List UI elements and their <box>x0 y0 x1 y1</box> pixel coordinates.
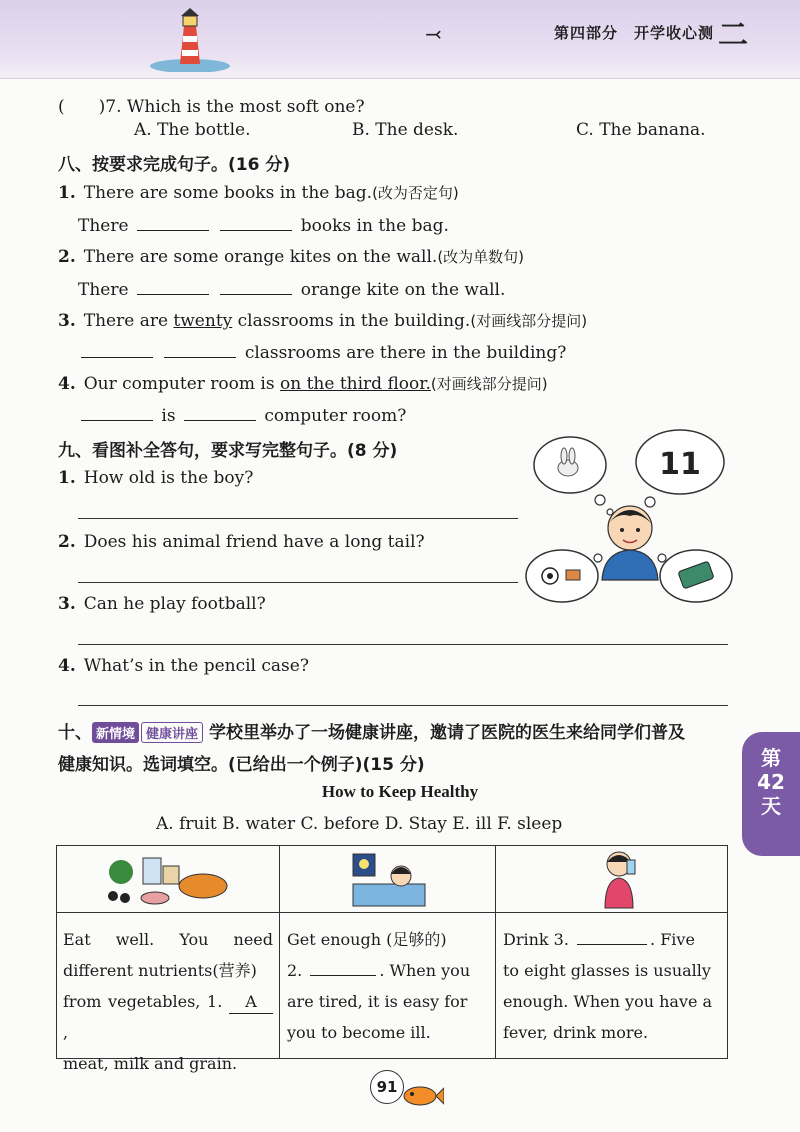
tip-cell-drink <box>503 924 723 1048</box>
answer-prefix: There <box>78 280 129 300</box>
table-divider <box>279 846 280 1058</box>
section10-number: 十、 <box>58 723 92 743</box>
question-text: Can he play football? <box>83 594 266 614</box>
cell-line: fever, drink more. <box>503 1023 649 1042</box>
answer-suffix: computer room? <box>264 406 407 426</box>
boy-thought-illustration <box>520 420 740 620</box>
pencil-case-thought-bubble <box>658 550 732 602</box>
question-number: 4. <box>58 656 76 676</box>
table-divider <box>495 846 496 1058</box>
side-tab-day-number: 42 <box>757 770 785 794</box>
cell-line: are tired, it is easy for <box>287 992 468 1011</box>
bird-icon: ⤙ <box>425 22 442 46</box>
answer-line-4[interactable] <box>78 705 728 706</box>
fish-icon <box>398 1080 444 1108</box>
answer-paren: ( ) <box>58 97 106 117</box>
q7-option-b: B. The desk. <box>352 120 459 140</box>
answer-line-2[interactable] <box>78 582 518 583</box>
answer-line-3[interactable] <box>78 644 728 645</box>
s8-item-1 <box>58 182 459 203</box>
drinking-illustration <box>591 848 651 910</box>
q7-option-c: C. The banana. <box>576 120 706 140</box>
answer-blank[interactable] <box>81 404 153 421</box>
cell-text: , <box>63 1023 69 1042</box>
cell-text: . When you <box>379 961 471 980</box>
day-side-tab <box>742 732 800 856</box>
question-number: 1. <box>58 468 76 488</box>
s9-question-1 <box>58 468 253 488</box>
cell-line: you to become ill. <box>287 1023 431 1042</box>
cell-text: . Five <box>650 930 695 949</box>
word-bank: A. fruit B. water C. before D. Stay E. ill F. sleep <box>156 814 563 834</box>
answer-blank[interactable] <box>137 278 209 295</box>
s8-answer-2 <box>78 278 505 300</box>
cell-line <box>287 955 491 986</box>
item-text: Our computer room is <box>83 374 280 394</box>
answer-blank[interactable] <box>164 341 236 358</box>
tip-cell-eat-well <box>63 924 273 1079</box>
age-number: 11 <box>659 447 701 482</box>
health-lecture-badge: 健康讲座 <box>141 722 203 743</box>
answer-suffix: orange kite on the wall. <box>300 280 506 300</box>
answer-suffix: classrooms are there in the building? <box>244 343 567 363</box>
new-context-badge: 新情境 <box>92 722 139 743</box>
q7-line <box>58 92 365 117</box>
side-tab-line: 天 <box>761 794 781 818</box>
q7-number: 7. <box>105 97 122 117</box>
example-answer: A <box>229 991 273 1014</box>
section10-intro-line1 <box>58 718 685 743</box>
table-divider <box>57 912 727 913</box>
section8-title: 八、按要求完成句子。(16 分) <box>58 155 291 175</box>
q7-question: Which is the most soft one? <box>126 97 365 117</box>
question-number: 2. <box>58 532 76 552</box>
answer-middle: is <box>161 406 176 426</box>
q7-option-a: A. The bottle. <box>134 120 251 140</box>
item-text: There are <box>83 311 174 331</box>
s9-question-3 <box>58 594 266 614</box>
answer-prefix: There <box>78 216 129 236</box>
header-day-mark: 二 <box>718 18 748 53</box>
answer-blank-3[interactable] <box>577 926 647 945</box>
header-section-title: 第四部分 开学收心测 <box>554 24 715 42</box>
lighthouse-icon <box>150 6 230 72</box>
blank-number: from vegetables, 1. <box>63 992 229 1011</box>
s8-answer-4 <box>78 404 406 426</box>
answer-suffix: books in the bag. <box>300 216 449 236</box>
section10-intro-text: 学校里举办了一场健康讲座，邀请了医院的医生来给同学们普及 <box>209 723 686 743</box>
item-text: There are some books in the bag. <box>83 183 373 203</box>
cell-line: enough. When you have a <box>503 992 713 1011</box>
s8-item-2 <box>58 246 524 267</box>
section10-intro-line2: 健康知识。选词填空。(已给出一个例子)(15 分) <box>58 755 425 775</box>
question-text: What’s in the pencil case? <box>83 656 309 676</box>
health-tips-table <box>56 845 728 1073</box>
answer-blank[interactable] <box>184 404 256 421</box>
tip-cell-sleep <box>287 924 491 1048</box>
s8-answer-3 <box>78 341 566 363</box>
cell-line: Eat well. You need <box>63 930 273 949</box>
question-number: 3. <box>58 594 76 614</box>
rabbit-thought-bubble <box>534 437 613 515</box>
page-number: 91 <box>370 1070 404 1104</box>
football-thought-bubble <box>526 550 602 602</box>
item-requirement: (对画线部分提问) <box>430 375 548 393</box>
cell-line: meat, milk and grain. <box>63 1054 238 1073</box>
cell-line: Get enough (足够的) <box>287 930 447 949</box>
answer-blank[interactable] <box>220 278 292 295</box>
item-text: classrooms in the building. <box>232 311 471 331</box>
cell-line <box>503 924 723 955</box>
cell-line: different nutrients(营养) <box>63 961 257 980</box>
passage-title: How to Keep Healthy <box>321 782 479 801</box>
cell-line: to eight glasses is usually <box>503 961 711 980</box>
question-text: How old is the boy? <box>83 468 254 488</box>
item-underlined-text: on the third floor. <box>279 374 431 394</box>
s8-item-3 <box>58 310 587 331</box>
s8-item-4 <box>58 373 548 394</box>
answer-blank-2[interactable] <box>310 957 376 976</box>
blank-number: Drink 3. <box>503 930 575 949</box>
item-underlined-text: twenty <box>173 311 233 331</box>
page-header <box>0 0 800 79</box>
question-text: Does his animal friend have a long tail? <box>83 532 425 552</box>
food-illustration <box>103 852 233 908</box>
answer-blank[interactable] <box>220 214 292 231</box>
s8-answer-1 <box>78 214 449 236</box>
item-number: 4. <box>58 374 76 394</box>
age-thought-bubble <box>636 430 724 517</box>
s9-question-4 <box>58 656 309 676</box>
cell-line <box>63 986 273 1048</box>
sleeping-illustration <box>349 850 429 910</box>
item-requirement: (改为单数句) <box>437 248 525 266</box>
item-requirement: (对画线部分提问) <box>470 312 588 330</box>
item-number: 3. <box>58 311 76 331</box>
s9-question-2 <box>58 532 425 552</box>
answer-blank[interactable] <box>137 214 209 231</box>
blank-number: 2. <box>287 961 308 980</box>
item-requirement: (改为否定句) <box>372 184 459 202</box>
side-tab-line: 第 <box>761 746 781 770</box>
item-number: 1. <box>58 183 76 203</box>
answer-line-1[interactable] <box>78 518 518 519</box>
item-number: 2. <box>58 247 76 267</box>
item-text: There are some orange kites on the wall. <box>83 247 438 267</box>
section9-title: 九、看图补全答句，要求写完整句子。(8 分) <box>58 441 398 461</box>
answer-blank[interactable] <box>81 341 153 358</box>
boy-figure <box>602 506 658 580</box>
